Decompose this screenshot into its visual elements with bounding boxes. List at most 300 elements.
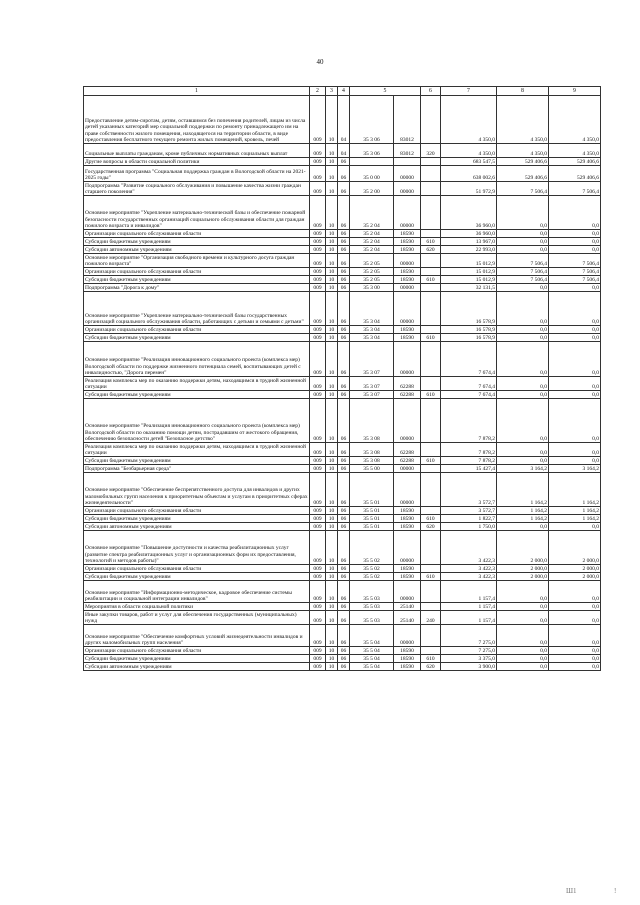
amount-2023-cell: 2 000,0 (549, 565, 601, 573)
subsection-cell: 06 (338, 276, 350, 284)
subsection-cell: 06 (338, 377, 350, 391)
expense-type-cell (421, 399, 441, 443)
header-cell: 5 (350, 87, 421, 96)
name-cell: Субсидии бюджетным учреждениям (84, 457, 310, 465)
subsection-cell: 06 (338, 515, 350, 523)
expense-type-cell: 610 (421, 515, 441, 523)
direction-code-cell: 00000 (394, 254, 421, 268)
amount-2021-cell: 32 131,5 (441, 284, 497, 292)
subsection-cell: 06 (338, 230, 350, 238)
amount-2022-cell: 0,0 (497, 230, 549, 238)
name-cell: Субсидии бюджетным учреждениям (84, 573, 310, 581)
expense-type-cell (421, 158, 441, 166)
name-cell: Основное мероприятие "Организация свободного времени и культурного досуга граждан пожилого возраста" (84, 254, 310, 268)
name-cell: Основное мероприятие "Укрепление материально-технической базы и обеспечение пожарной безопасности государственных организаций социального обслуживания области для граждан пожилого возраста и инвалидов" (84, 196, 310, 230)
amount-2022-cell: 0,0 (497, 246, 549, 254)
gov-code-cell: 009 (310, 292, 326, 326)
subsection-cell: 06 (338, 457, 350, 465)
amount-2021-cell: 638 002,6 (441, 166, 497, 182)
amount-2022-cell: 0,0 (497, 655, 549, 663)
direction-code-cell: 00000 (394, 342, 421, 377)
gov-code-cell: 009 (310, 663, 326, 671)
amount-2021-cell: 7 878,2 (441, 457, 497, 465)
amount-2023-cell: 0,0 (549, 523, 601, 531)
direction-code-cell: 25140 (394, 611, 421, 625)
gov-code-cell: 009 (310, 284, 326, 292)
amount-2021-cell: 7 674,4 (441, 342, 497, 377)
subsection-cell: 06 (338, 465, 350, 473)
table-row (84, 647, 601, 655)
amount-2023-cell: 7 506,4 (549, 254, 601, 268)
amount-2023-cell: 0,0 (549, 391, 601, 399)
subsection-cell: 06 (338, 399, 350, 443)
section-cell: 10 (326, 246, 338, 254)
table-row (84, 246, 601, 254)
subsection-cell: 06 (338, 334, 350, 342)
subsection-cell: 04 (338, 144, 350, 158)
direction-code-cell: 00000 (394, 399, 421, 443)
subsection-cell: 06 (338, 625, 350, 647)
amount-2022-cell: 0,0 (497, 377, 549, 391)
amount-2022-cell: 0,0 (497, 581, 549, 603)
amount-2021-cell: 3 900,0 (441, 663, 497, 671)
gov-code-cell: 009 (310, 158, 326, 166)
section-cell: 10 (326, 268, 338, 276)
gov-code-cell: 009 (310, 655, 326, 663)
name-cell: Субсидии бюджетным учреждениям (84, 391, 310, 399)
subsection-cell: 06 (338, 573, 350, 581)
gov-code-cell: 009 (310, 625, 326, 647)
section-cell: 10 (326, 254, 338, 268)
expense-type-cell: 240 (421, 611, 441, 625)
name-cell: Субсидии автономным учреждениям (84, 523, 310, 531)
amount-2022-cell: 7 506,4 (497, 268, 549, 276)
name-cell: Организации социального обслуживания области (84, 507, 310, 515)
amount-2023-cell: 0,0 (549, 334, 601, 342)
name-cell: Субсидии автономным учреждениям (84, 246, 310, 254)
gov-code-cell: 009 (310, 144, 326, 158)
expense-type-cell (421, 230, 441, 238)
direction-code-cell: 00000 (394, 182, 421, 196)
direction-code-cell: 18590 (394, 238, 421, 246)
amount-2021-cell: 3 422,3 (441, 573, 497, 581)
amount-2022-cell: 0,0 (497, 284, 549, 292)
header-cell: 1 (84, 87, 310, 96)
amount-2021-cell: 15 012,9 (441, 268, 497, 276)
amount-2022-cell: 0,0 (497, 391, 549, 399)
expense-type-cell (421, 565, 441, 573)
program-code-cell: 35 5 03 (350, 611, 394, 625)
program-code-cell: 35 5 03 (350, 603, 394, 611)
direction-code-cell: 25140 (394, 603, 421, 611)
table-row (84, 531, 601, 565)
name-cell: Реализация комплекса мер по оказанию поддержки детям, находящимся в трудной жизненной ситуации (84, 377, 310, 391)
program-code-cell: 35 3 06 (350, 144, 394, 158)
amount-2023-cell: 0,0 (549, 625, 601, 647)
table-row (84, 144, 601, 158)
expense-type-cell (421, 268, 441, 276)
amount-2021-cell: 7 674,4 (441, 391, 497, 399)
amount-2023-cell: 0,0 (549, 655, 601, 663)
gov-code-cell: 009 (310, 342, 326, 377)
expense-type-cell (421, 196, 441, 230)
table-row (84, 515, 601, 523)
expense-type-cell: 610 (421, 238, 441, 246)
amount-2023-cell: 3 164,2 (549, 465, 601, 473)
program-code-cell: 35 5 02 (350, 565, 394, 573)
name-cell: Предоставление детям-сиротам, детям, оставшимся без попечения родителей, лицам из числа детей указанных категорий мер социальной поддержки по ремонту принадлежащего им на праве собственности жилого помещения, находящегося на территории области, в виде предоставления бесплатного текущего ремонта жилых помещений, кровель, печей (84, 96, 310, 144)
amount-2021-cell: 3 572,7 (441, 473, 497, 507)
amount-2022-cell: 0,0 (497, 399, 549, 443)
name-cell: Социальные выплаты гражданам, кроме публичных нормативных социальных выплат (84, 144, 310, 158)
gov-code-cell: 009 (310, 230, 326, 238)
amount-2023-cell: 1 164,2 (549, 515, 601, 523)
name-cell: Организации социального обслуживания области (84, 565, 310, 573)
subsection-cell: 06 (338, 238, 350, 246)
subsection-cell: 06 (338, 292, 350, 326)
amount-2023-cell: 0,0 (549, 443, 601, 457)
direction-code-cell: 00000 (394, 196, 421, 230)
table-row (84, 507, 601, 515)
amount-2022-cell: 0,0 (497, 196, 549, 230)
table-row (84, 523, 601, 531)
expense-type-cell: 610 (421, 573, 441, 581)
subsection-cell: 06 (338, 443, 350, 457)
budget-table (83, 86, 601, 671)
corner-mark-2: ! (614, 887, 617, 895)
amount-2022-cell: 0,0 (497, 625, 549, 647)
direction-code-cell: 18590 (394, 230, 421, 238)
amount-2023-cell: 0,0 (549, 377, 601, 391)
section-cell: 10 (326, 377, 338, 391)
amount-2023-cell: 4 350,0 (549, 144, 601, 158)
subsection-cell: 06 (338, 565, 350, 573)
program-code-cell: 35 3 04 (350, 334, 394, 342)
header-cell: 3 (326, 87, 338, 96)
amount-2022-cell: 4 350,0 (497, 144, 549, 158)
section-cell: 10 (326, 334, 338, 342)
subsection-cell: 06 (338, 581, 350, 603)
gov-code-cell: 009 (310, 515, 326, 523)
amount-2021-cell: 15 012,9 (441, 254, 497, 268)
amount-2021-cell: 7 878,2 (441, 399, 497, 443)
amount-2023-cell: 7 506,4 (549, 276, 601, 284)
direction-code-cell: 83012 (394, 144, 421, 158)
program-code-cell: 35 5 02 (350, 531, 394, 565)
program-code-cell: 35 5 01 (350, 473, 394, 507)
subsection-cell: 06 (338, 326, 350, 334)
section-cell: 10 (326, 326, 338, 334)
section-cell: 10 (326, 457, 338, 465)
amount-2023-cell: 0,0 (549, 663, 601, 671)
table-row (84, 96, 601, 144)
table-row (84, 655, 601, 663)
gov-code-cell: 009 (310, 523, 326, 531)
amount-2022-cell: 7 506,4 (497, 254, 549, 268)
gov-code-cell: 009 (310, 473, 326, 507)
section-cell: 10 (326, 230, 338, 238)
table-row (84, 334, 601, 342)
amount-2023-cell: 1 164,2 (549, 473, 601, 507)
program-code-cell: 35 5 04 (350, 663, 394, 671)
gov-code-cell: 009 (310, 268, 326, 276)
expense-type-cell (421, 254, 441, 268)
program-code-cell: 35 2 05 (350, 268, 394, 276)
direction-code-cell: 62288 (394, 377, 421, 391)
amount-2021-cell: 3 422,3 (441, 565, 497, 573)
amount-2022-cell: 2 000,0 (497, 565, 549, 573)
program-code-cell: 35 3 08 (350, 399, 394, 443)
amount-2022-cell: 1 164,2 (497, 507, 549, 515)
direction-code-cell (394, 158, 421, 166)
table-row (84, 326, 601, 334)
amount-2021-cell: 1 822,7 (441, 515, 497, 523)
section-cell: 10 (326, 276, 338, 284)
name-cell: Реализация комплекса мер по оказанию поддержки детям, находящимся в трудной жизненной ситуации (84, 443, 310, 457)
direction-code-cell: 18590 (394, 523, 421, 531)
expense-type-cell: 610 (421, 457, 441, 465)
header-cell: 2 (310, 87, 326, 96)
amount-2021-cell: 22 993,0 (441, 246, 497, 254)
header-cell: 4 (338, 87, 350, 96)
direction-code-cell: 18590 (394, 268, 421, 276)
program-code-cell: 35 2 05 (350, 276, 394, 284)
gov-code-cell: 009 (310, 182, 326, 196)
section-cell: 10 (326, 158, 338, 166)
header-cell: 7 (441, 87, 497, 96)
expense-type-cell (421, 443, 441, 457)
subsection-cell: 06 (338, 182, 350, 196)
amount-2023-cell: 0,0 (549, 246, 601, 254)
amount-2022-cell: 7 506,4 (497, 182, 549, 196)
section-cell: 10 (326, 523, 338, 531)
amount-2022-cell: 2 000,0 (497, 573, 549, 581)
program-code-cell: 35 5 04 (350, 655, 394, 663)
gov-code-cell: 009 (310, 507, 326, 515)
program-code-cell: 35 3 08 (350, 443, 394, 457)
header-cell: 8 (497, 87, 549, 96)
amount-2021-cell: 1 157,4 (441, 603, 497, 611)
amount-2021-cell: 3 375,0 (441, 655, 497, 663)
amount-2022-cell: 0,0 (497, 647, 549, 655)
gov-code-cell: 009 (310, 334, 326, 342)
section-cell: 10 (326, 611, 338, 625)
amount-2023-cell: 0,0 (549, 647, 601, 655)
section-cell: 10 (326, 573, 338, 581)
expense-type-cell: 320 (421, 144, 441, 158)
table-row (84, 254, 601, 268)
section-cell: 10 (326, 342, 338, 377)
name-cell: Основное мероприятие "Информационно-методическое, кадровое обеспечение системы реабилитации и социальной интеграции инвалидов" (84, 581, 310, 603)
section-cell: 10 (326, 292, 338, 326)
expense-type-cell (421, 531, 441, 565)
table-row (84, 182, 601, 196)
direction-code-cell: 00000 (394, 284, 421, 292)
gov-code-cell: 009 (310, 465, 326, 473)
amount-2021-cell: 1 157,4 (441, 611, 497, 625)
gov-code-cell: 009 (310, 603, 326, 611)
direction-code-cell: 00000 (394, 625, 421, 647)
direction-code-cell: 18590 (394, 334, 421, 342)
amount-2021-cell: 16 578,9 (441, 334, 497, 342)
subsection-cell: 06 (338, 473, 350, 507)
table-row (84, 238, 601, 246)
expense-type-cell (421, 326, 441, 334)
table-row (84, 391, 601, 399)
direction-code-cell: 18590 (394, 507, 421, 515)
section-cell: 10 (326, 663, 338, 671)
section-cell: 10 (326, 144, 338, 158)
program-code-cell: 35 3 04 (350, 292, 394, 326)
name-cell: Субсидии бюджетным учреждениям (84, 276, 310, 284)
expense-type-cell (421, 342, 441, 377)
subsection-cell: 06 (338, 254, 350, 268)
name-cell: Организации социального обслуживания области (84, 326, 310, 334)
amount-2022-cell: 7 506,4 (497, 276, 549, 284)
section-cell: 10 (326, 507, 338, 515)
program-code-cell: 35 3 06 (350, 96, 394, 144)
amount-2021-cell: 7 878,2 (441, 443, 497, 457)
amount-2021-cell: 15 012,9 (441, 276, 497, 284)
subsection-cell: 06 (338, 158, 350, 166)
amount-2022-cell: 0,0 (497, 603, 549, 611)
amount-2021-cell: 16 578,9 (441, 292, 497, 326)
amount-2023-cell: 7 506,4 (549, 182, 601, 196)
amount-2021-cell: 3 422,3 (441, 531, 497, 565)
expense-type-cell (421, 166, 441, 182)
direction-code-cell: 18590 (394, 326, 421, 334)
section-cell: 10 (326, 625, 338, 647)
amount-2021-cell: 13 967,0 (441, 238, 497, 246)
name-cell: Другие вопросы в области социальной политики (84, 158, 310, 166)
amount-2023-cell: 0,0 (549, 326, 601, 334)
expense-type-cell (421, 473, 441, 507)
amount-2023-cell: 0,0 (549, 230, 601, 238)
name-cell: Мероприятия в области социальной политики (84, 603, 310, 611)
amount-2023-cell: 0,0 (549, 457, 601, 465)
direction-code-cell: 00000 (394, 473, 421, 507)
gov-code-cell: 009 (310, 647, 326, 655)
direction-code-cell: 62288 (394, 443, 421, 457)
amount-2021-cell: 36 960,0 (441, 230, 497, 238)
amount-2023-cell: 0,0 (549, 342, 601, 377)
amount-2022-cell: 0,0 (497, 326, 549, 334)
program-code-cell: 35 2 04 (350, 246, 394, 254)
table-row (84, 581, 601, 603)
gov-code-cell: 009 (310, 457, 326, 465)
amount-2021-cell: 1 750,0 (441, 523, 497, 531)
amount-2021-cell: 4 350,0 (441, 144, 497, 158)
amount-2021-cell: 3 572,7 (441, 507, 497, 515)
amount-2022-cell: 3 164,2 (497, 465, 549, 473)
program-code-cell: 35 3 04 (350, 326, 394, 334)
amount-2023-cell: 0,0 (549, 292, 601, 326)
direction-code-cell: 62288 (394, 457, 421, 465)
expense-type-cell: 620 (421, 246, 441, 254)
subsection-cell: 06 (338, 611, 350, 625)
table-row (84, 377, 601, 391)
expense-type-cell (421, 96, 441, 144)
amount-2022-cell: 0,0 (497, 443, 549, 457)
amount-2021-cell: 683 547,5 (441, 158, 497, 166)
direction-code-cell: 18590 (394, 276, 421, 284)
amount-2022-cell: 529 406,6 (497, 166, 549, 182)
section-cell: 10 (326, 182, 338, 196)
expense-type-cell (421, 377, 441, 391)
gov-code-cell: 009 (310, 531, 326, 565)
program-code-cell: 35 5 04 (350, 647, 394, 655)
page-number: 40 (316, 58, 324, 66)
amount-2022-cell: 0,0 (497, 334, 549, 342)
table-row (84, 342, 601, 377)
table-row (84, 268, 601, 276)
program-code-cell: 35 2 05 (350, 254, 394, 268)
section-cell: 10 (326, 647, 338, 655)
amount-2021-cell: 7 275,0 (441, 647, 497, 655)
section-cell: 10 (326, 581, 338, 603)
amount-2022-cell: 4 350,0 (497, 96, 549, 144)
gov-code-cell: 009 (310, 196, 326, 230)
direction-code-cell: 00000 (394, 465, 421, 473)
amount-2022-cell: 0,0 (497, 342, 549, 377)
direction-code-cell: 18590 (394, 246, 421, 254)
section-cell: 10 (326, 515, 338, 523)
program-code-cell: 35 3 07 (350, 377, 394, 391)
amount-2023-cell: 7 506,4 (549, 268, 601, 276)
program-code-cell (350, 158, 394, 166)
expense-type-cell (421, 507, 441, 515)
program-code-cell: 35 3 08 (350, 457, 394, 465)
amount-2022-cell: 529 406,6 (497, 158, 549, 166)
table-row (84, 611, 601, 625)
expense-type-cell (421, 284, 441, 292)
table-row (84, 457, 601, 465)
section-cell: 10 (326, 238, 338, 246)
expense-type-cell: 620 (421, 663, 441, 671)
gov-code-cell: 009 (310, 391, 326, 399)
direction-code-cell: 18590 (394, 647, 421, 655)
subsection-cell: 06 (338, 655, 350, 663)
corner-mark: Ш1 (566, 887, 577, 895)
name-cell: Иные закупки товаров, работ и услуг для обеспечения государственных (муниципальных) нужд (84, 611, 310, 625)
section-cell: 10 (326, 565, 338, 573)
section-cell: 10 (326, 166, 338, 182)
program-code-cell: 35 3 07 (350, 391, 394, 399)
section-cell: 10 (326, 531, 338, 565)
amount-2023-cell: 1 164,2 (549, 507, 601, 515)
name-cell: Субсидии бюджетным учреждениям (84, 334, 310, 342)
section-cell: 10 (326, 96, 338, 144)
program-code-cell: 35 5 01 (350, 507, 394, 515)
amount-2023-cell: 0,0 (549, 284, 601, 292)
amount-2022-cell: 0,0 (497, 457, 549, 465)
table-row (84, 443, 601, 457)
gov-code-cell: 009 (310, 443, 326, 457)
section-cell: 10 (326, 473, 338, 507)
direction-code-cell: 18590 (394, 565, 421, 573)
name-cell: Основное мероприятие "Реализация инновационного социального проекта (комплекса мер) Вологодской области по оказанию помощи детям, пострадавшим от жестокого обращения, обеспечению безопасности детей "Безопасное детство" (84, 399, 310, 443)
subsection-cell: 06 (338, 603, 350, 611)
amount-2022-cell: 0,0 (497, 523, 549, 531)
amount-2022-cell: 1 164,2 (497, 515, 549, 523)
name-cell: Подпрограмма "Развитие социального обслуживания и повышение качества жизни граждан старшего поколения" (84, 182, 310, 196)
direction-code-cell: 62288 (394, 391, 421, 399)
direction-code-cell: 00000 (394, 292, 421, 326)
program-code-cell: 35 3 07 (350, 342, 394, 377)
table-row (84, 473, 601, 507)
table-row (84, 565, 601, 573)
name-cell: Организации социального обслуживания области (84, 230, 310, 238)
